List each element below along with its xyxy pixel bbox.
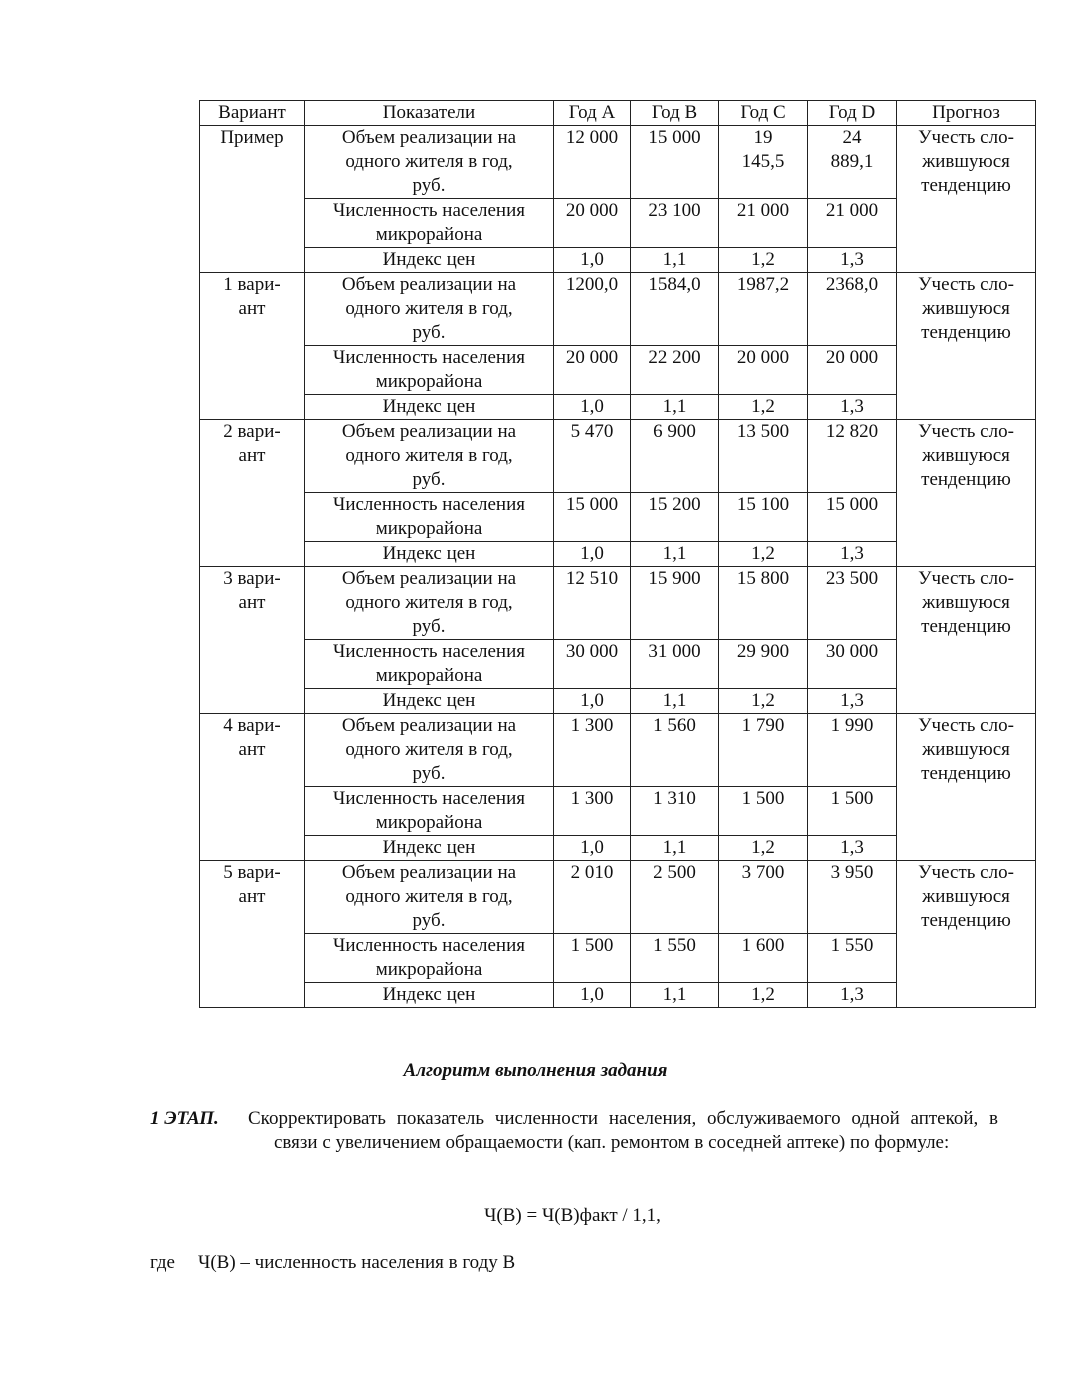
year-b-cell: 6 900 [631,420,719,493]
year-a-cell: 12 000 [554,126,631,199]
indicator-cell: Объем реализации на одного жителя в год, руб. [305,273,554,346]
year-c-cell: 1,2 [719,542,808,567]
year-b-cell: 1,1 [631,836,719,861]
year-d-cell: 3 950 [808,861,897,934]
year-c-cell: 1,2 [719,395,808,420]
forecast-cell: Учесть сло- жившуюся тенденцию [897,714,1036,861]
table-row [200,567,1036,640]
forecast-cell: Учесть сло- жившуюся тенденцию [897,126,1036,273]
forecast-cell: Учесть сло- жившуюся тенденцию [897,420,1036,567]
stage-label: 1 ЭТАП. [150,1108,219,1129]
year-d-cell: 2368,0 [808,273,897,346]
year-c-cell: 1,2 [719,248,808,273]
year-d-cell: 1 550 [808,934,897,983]
year-b-cell: 15 200 [631,493,719,542]
column-header: Год A [554,101,631,126]
year-d-cell: 1,3 [808,542,897,567]
year-a-cell: 15 000 [554,493,631,542]
indicator-cell: Численность населения микрорайона [305,640,554,689]
year-d-cell: 23 500 [808,567,897,640]
table-row [200,420,1036,493]
variants-table [199,100,1036,1008]
indicator-cell: Численность населения микрорайона [305,199,554,248]
year-c-cell: 21 000 [719,199,808,248]
year-b-cell: 2 500 [631,861,719,934]
year-c-cell: 3 700 [719,861,808,934]
year-a-cell: 1,0 [554,689,631,714]
year-c-cell: 29 900 [719,640,808,689]
column-header: Год D [808,101,897,126]
year-a-cell: 1200,0 [554,273,631,346]
indicator-cell: Объем реализации на одного жителя в год, руб. [305,126,554,199]
year-a-cell: 5 470 [554,420,631,493]
table-row [200,714,1036,787]
year-c-cell: 1,2 [719,983,808,1008]
year-c-cell: 1 500 [719,787,808,836]
year-a-cell: 1,0 [554,395,631,420]
variant-cell: 4 вари- ант [200,714,305,861]
year-a-cell: 20 000 [554,346,631,395]
stage-text-block [150,1107,998,1155]
formula: Ч(B) = Ч(B)факт / 1,1, [484,1205,661,1226]
year-b-cell: 31 000 [631,640,719,689]
algorithm-heading: Алгоритм выполнения задания [403,1060,668,1081]
year-b-cell: 1,1 [631,983,719,1008]
year-b-cell: 22 200 [631,346,719,395]
year-c-cell: 1,2 [719,689,808,714]
year-b-cell: 15 000 [631,126,719,199]
year-b-cell: 1 560 [631,714,719,787]
year-d-cell: 1,3 [808,395,897,420]
variant-cell: 5 вари- ант [200,861,305,1008]
year-b-cell: 1,1 [631,689,719,714]
indicator-cell: Численность населения микрорайона [305,787,554,836]
year-b-cell: 1 550 [631,934,719,983]
indicator-cell: Индекс цен [305,248,554,273]
year-c-cell: 15 800 [719,567,808,640]
indicator-cell: Численность населения микрорайона [305,493,554,542]
where-line [150,1252,515,1274]
forecast-cell: Учесть сло- жившуюся тенденцию [897,861,1036,1008]
year-b-cell: 1,1 [631,395,719,420]
indicator-cell: Индекс цен [305,395,554,420]
table-body [200,126,1036,1008]
year-a-cell: 30 000 [554,640,631,689]
year-b-cell: 1,1 [631,248,719,273]
year-c-cell: 20 000 [719,346,808,395]
indicator-cell: Индекс цен [305,689,554,714]
year-c-cell: 1987,2 [719,273,808,346]
where-text: Ч(B) – численность населения в году B [198,1252,516,1273]
forecast-cell: Учесть сло- жившуюся тенденцию [897,567,1036,714]
year-d-cell: 1,3 [808,983,897,1008]
table-header-row [200,101,1036,126]
variant-cell: 2 вари- ант [200,420,305,567]
indicator-cell: Численность населения микрорайона [305,346,554,395]
year-a-cell: 20 000 [554,199,631,248]
year-b-cell: 23 100 [631,199,719,248]
year-a-cell: 1 500 [554,934,631,983]
table-row [200,126,1036,199]
year-a-cell: 2 010 [554,861,631,934]
indicator-cell: Индекс цен [305,836,554,861]
column-header: Год B [631,101,719,126]
year-b-cell: 1584,0 [631,273,719,346]
variant-cell: Пример [200,126,305,273]
year-c-cell: 1 790 [719,714,808,787]
year-b-cell: 1 310 [631,787,719,836]
year-d-cell: 30 000 [808,640,897,689]
year-d-cell: 1,3 [808,248,897,273]
indicator-cell: Объем реализации на одного жителя в год, руб. [305,567,554,640]
year-b-cell: 1,1 [631,542,719,567]
indicator-cell: Объем реализации на одного жителя в год, руб. [305,861,554,934]
year-a-cell: 12 510 [554,567,631,640]
year-d-cell: 1,3 [808,836,897,861]
indicator-cell: Объем реализации на одного жителя в год, руб. [305,714,554,787]
year-a-cell: 1,0 [554,248,631,273]
where-label: где [150,1252,175,1273]
year-d-cell: 1 990 [808,714,897,787]
year-a-cell: 1 300 [554,787,631,836]
year-d-cell: 20 000 [808,346,897,395]
year-a-cell: 1 300 [554,714,631,787]
forecast-cell: Учесть сло- жившуюся тенденцию [897,273,1036,420]
year-c-cell: 13 500 [719,420,808,493]
year-d-cell: 12 820 [808,420,897,493]
year-a-cell: 1,0 [554,983,631,1008]
column-header: Год C [719,101,808,126]
year-d-cell: 15 000 [808,493,897,542]
year-a-cell: 1,0 [554,542,631,567]
year-c-cell: 1,2 [719,836,808,861]
table-row [200,273,1036,346]
column-header: Вариант [200,101,305,126]
year-d-cell: 24 889,1 [808,126,897,199]
year-c-cell: 19 145,5 [719,126,808,199]
year-d-cell: 21 000 [808,199,897,248]
indicator-cell: Индекс цен [305,983,554,1008]
variant-cell: 1 вари- ант [200,273,305,420]
year-c-cell: 15 100 [719,493,808,542]
year-c-cell: 1 600 [719,934,808,983]
stage-text: Скорректировать показатель численности населения, обслуживаемого одной аптекой, в связи с увеличением обращаемости (кап. ремонтом в соседней аптеке) по формуле: [248,1108,998,1153]
indicator-cell: Численность населения микрорайона [305,934,554,983]
indicator-cell: Индекс цен [305,542,554,567]
indicator-cell: Объем реализации на одного жителя в год, руб. [305,420,554,493]
column-header: Прогноз [897,101,1036,126]
year-a-cell: 1,0 [554,836,631,861]
year-b-cell: 15 900 [631,567,719,640]
column-header: Показатели [305,101,554,126]
stage-1 [150,1107,998,1155]
year-d-cell: 1,3 [808,689,897,714]
table-row [200,861,1036,934]
year-d-cell: 1 500 [808,787,897,836]
variant-cell: 3 вари- ант [200,567,305,714]
